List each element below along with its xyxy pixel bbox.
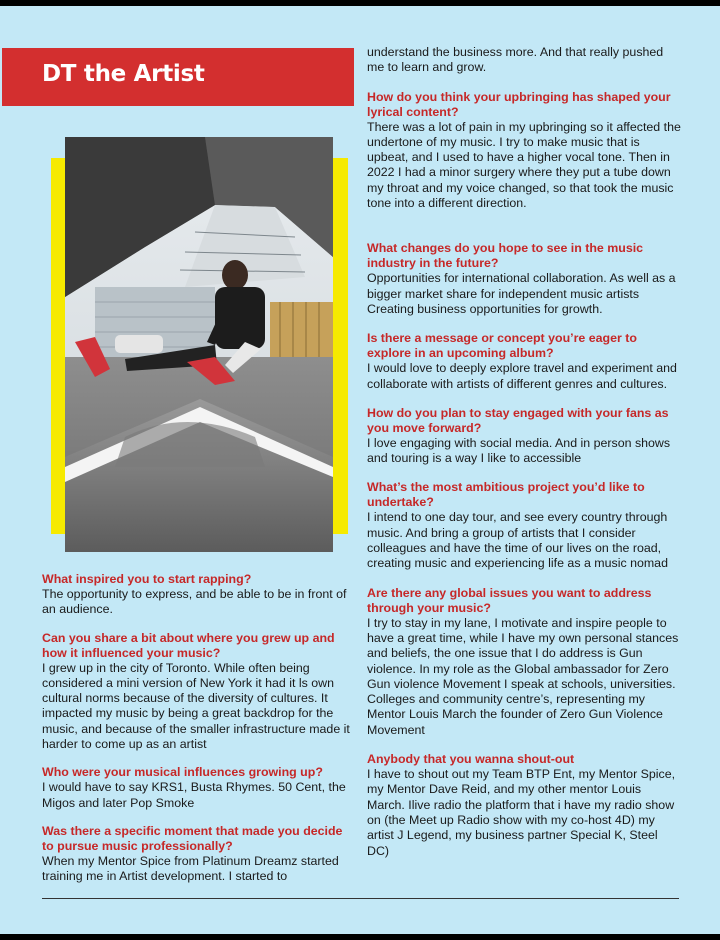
answer-6: I would love to deeply explore travel and experiment and collaborate with artists of different genres and cultures. bbox=[367, 361, 677, 391]
left-column bbox=[42, 572, 357, 885]
question-2: Who were your musical influences growing up? bbox=[42, 765, 323, 780]
question-8: What’s the most ambitious project you’d like to undertake? bbox=[367, 480, 645, 510]
page-title: DT the Artist bbox=[42, 61, 205, 87]
answer-7: I love engaging with social media. And in person shows and touring is a way I like to accessible bbox=[367, 435, 671, 466]
question-7: How do you plan to stay engaged with your fans as you move forward? bbox=[367, 405, 669, 435]
question-0: What inspired you to start rapping? bbox=[42, 572, 252, 586]
question-1: Can you share a bit about where you grew up and how it influenced your music? bbox=[42, 630, 335, 660]
question-3: Was there a specific moment that made you decide to pursue music professionally? bbox=[42, 823, 343, 853]
right-column bbox=[367, 45, 682, 859]
question-4: How do you think your upbringing has shaped your lyrical content? bbox=[367, 89, 671, 119]
answer-9: I try to stay in my lane, I motivate and inspire people to have a great time, while I have my own personal stances and beliefs, the one issue that I do address is Gun violence. In my role as the Global ambassador for Zero Gun violence Movement I speak at schools, universities. Colleges and community centre’s, representing my Mentor Louis March the founder of Zero Gun Violence Movement bbox=[367, 615, 679, 737]
accent-bar-left bbox=[51, 158, 66, 534]
question-9: Are there any global issues you want to address through your music? bbox=[367, 585, 652, 615]
accent-bar-right bbox=[333, 158, 348, 534]
bottom-edge bbox=[0, 934, 720, 940]
answer-0: The opportunity to express, and be able to be in front of an audience. bbox=[42, 587, 347, 617]
answer-4: There was a lot of pain in my upbringing so it affected the undertone of my music. I try to make music that is upbeat, and I used to have a higher vocal tone. Then in 2022 I had a minor surgery where they put a tube down my throat and my voice changed, so that took the music tone into a different direction. bbox=[367, 119, 681, 211]
answer-5: Opportunities for international collaboration. As well as a bigger market share for independent music artists Creating business opportunities for growth. bbox=[367, 271, 676, 316]
footer-rule bbox=[42, 898, 679, 899]
title-banner bbox=[2, 48, 354, 106]
answer-8: I intend to one day tour, and see every country through music. And bring a group of artists that I consider colleagues and have the time of our lives on the road, creating music and experiencing life as a music nomad bbox=[367, 510, 668, 571]
answer-3: When my Mentor Spice from Platinum Dreamz started training me in Artist development. I started to bbox=[42, 853, 339, 884]
answer-2: I would have to say KRS1, Busta Rhymes. 50 Cent, the Migos and later Pop Smoke bbox=[42, 780, 346, 810]
continued-answer: understand the business more. And that really pushed me to learn and grow. bbox=[367, 45, 664, 75]
answer-1: I grew up in the city of Toronto. While often being considered a mini version of New York it had it ls own cultural norms because of the diversity of cultures. It impacted my music by being a great backdrop for the music, and because of the smaller infrastructure made it harder to come up as an artist bbox=[42, 660, 350, 752]
question-5: What changes do you hope to see in the music industry in the future? bbox=[367, 241, 644, 271]
magazine-page bbox=[0, 6, 720, 934]
artist-photo bbox=[65, 137, 333, 552]
question-10: Anybody that you wanna shout-out bbox=[367, 752, 575, 767]
question-6: Is there a message or concept you’re eager to explore in an upcoming album? bbox=[367, 331, 637, 361]
answer-10: I have to shout out my Team BTP Ent, my Mentor Spice, my Mentor Dave Reid, and my other mentor Louis March. Ilive radio the platform that i have my radio show on (the Meet up Radio show with my co-host 4D) my artist J Legend, my business partner Special K, Steel DC) bbox=[367, 767, 676, 858]
